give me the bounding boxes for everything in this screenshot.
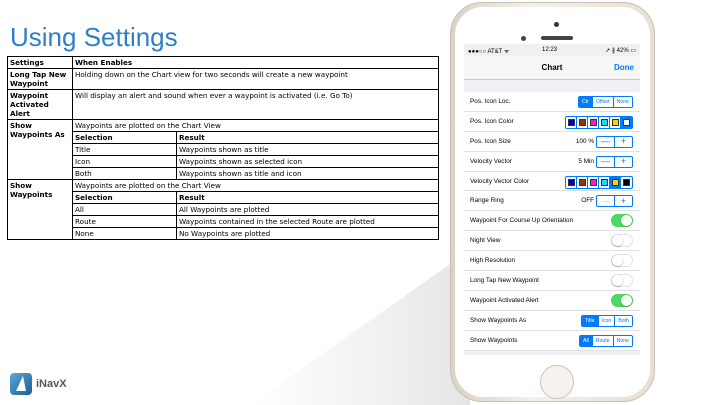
color-swatch[interactable] [588, 117, 599, 128]
long-tap-toggle[interactable] [611, 274, 633, 287]
velocity-vector-stepper[interactable] [596, 156, 633, 168]
plus-button[interactable]: + [620, 136, 627, 147]
segment-ctr[interactable]: Ctr [579, 97, 593, 107]
selection-cell: Title [73, 144, 177, 156]
pos-icon-color-row [464, 112, 640, 132]
plus-button[interactable]: + [620, 195, 627, 206]
color-chip [579, 179, 586, 186]
segment-none[interactable]: None [614, 336, 632, 346]
row-label: Range Ring [470, 197, 504, 205]
stepper-value: 5 Min [578, 157, 594, 165]
carrier-signal: ●●●○○ AT&T ᯤ [468, 49, 510, 55]
row-label: Night View [470, 237, 501, 245]
sub-header-selection: Selection [73, 132, 177, 144]
show-waypoints-segmented[interactable] [579, 335, 633, 347]
setting-description: Will display an alert and sound when ever a waypoint is activated (i.e. Go To) [73, 90, 439, 120]
waypoint-alert-row [464, 291, 640, 311]
sub-header-row [8, 132, 439, 144]
setting-name: Long Tap New Waypoint [8, 69, 73, 90]
range-ring-stepper[interactable] [596, 195, 633, 207]
pos-icon-loc-segmented[interactable] [578, 96, 633, 108]
minus-button[interactable]: — [597, 137, 615, 147]
result-cell: All Waypoints are plotted [177, 204, 439, 216]
stepper-value: 100 % [575, 137, 594, 145]
sub-row [8, 228, 439, 240]
selection-cell: Icon [73, 156, 177, 168]
result-cell: Waypoints shown as title and icon [177, 168, 439, 180]
course-up-row [464, 211, 640, 231]
nav-bar [464, 56, 640, 80]
row-label: Long Tap New Waypoint [470, 277, 539, 285]
stepper-value: OFF [581, 197, 594, 205]
color-swatch[interactable] [577, 117, 588, 128]
sub-header-row [8, 192, 439, 204]
row-label: Pos. Icon Color [470, 117, 514, 125]
table-row [8, 90, 439, 120]
row-label: Show Waypoints [470, 336, 518, 344]
setting-name: Show Waypoints [8, 180, 73, 240]
row-label: Pos. Icon Size [470, 137, 511, 145]
sub-row [8, 168, 439, 180]
color-chip [601, 119, 608, 126]
night-view-toggle[interactable] [611, 234, 633, 247]
plus-button[interactable]: + [620, 156, 627, 167]
color-chip [568, 119, 575, 126]
setting-description: Waypoints are plotted on the Chart View [73, 180, 439, 192]
velocity-vector-color-row [464, 172, 640, 192]
selection-cell: None [73, 228, 177, 240]
sub-row [8, 204, 439, 216]
color-swatch[interactable] [621, 117, 632, 128]
color-chip [623, 179, 630, 186]
night-view-row [464, 231, 640, 251]
color-chip [601, 179, 608, 186]
sub-row [8, 144, 439, 156]
row-label: Pos. Icon Loc. [470, 98, 511, 105]
color-swatch[interactable] [610, 117, 621, 128]
sub-header-selection: Selection [73, 192, 177, 204]
high-resolution-row [464, 251, 640, 271]
logo-text: iNavX [36, 378, 67, 390]
course-up-toggle[interactable] [611, 214, 633, 227]
header-settings: Settings [8, 57, 73, 69]
color-swatch[interactable] [610, 177, 621, 188]
result-cell: No Waypoints are plotted [177, 228, 439, 240]
color-swatch[interactable] [588, 177, 599, 188]
table-header-row [8, 57, 439, 69]
speaker-grille [541, 36, 573, 40]
status-time: 12:23 [542, 47, 558, 53]
done-button[interactable]: Done [614, 63, 634, 72]
show-waypoints-as-row [464, 311, 640, 331]
setting-description: Holding down on the Chart view for two seconds will create a new waypoint [73, 69, 439, 90]
row-label: Waypoint For Course Up Orientation [470, 217, 574, 225]
segment-title[interactable]: Title [582, 316, 599, 326]
home-button[interactable] [540, 365, 574, 399]
segment-both[interactable]: Both [615, 316, 632, 326]
segment-route[interactable]: Route [593, 336, 614, 346]
result-cell: Waypoints shown as selected icon [177, 156, 439, 168]
inavx-logo [10, 373, 67, 395]
color-chip [590, 179, 597, 186]
color-swatch[interactable] [599, 117, 610, 128]
color-swatch[interactable] [566, 177, 577, 188]
segment-offset[interactable]: Offset [593, 97, 614, 107]
range-ring-row [464, 191, 640, 211]
pos-icon-size-stepper[interactable] [596, 136, 633, 148]
sub-row [8, 216, 439, 228]
table-row [8, 180, 439, 192]
nav-title: Chart [541, 63, 563, 72]
segment-all[interactable]: All [580, 336, 593, 346]
selection-cell: Route [73, 216, 177, 228]
show-waypoints-row [464, 331, 640, 351]
color-chip [612, 119, 619, 126]
long-tap-row [464, 271, 640, 291]
pos-icon-size-row [464, 132, 640, 152]
slide-title: Using Settings [10, 22, 178, 52]
settings-table [7, 56, 439, 240]
row-label: High Resolution [470, 257, 516, 265]
sub-header-result: Result [177, 192, 439, 204]
high-resolution-toggle[interactable] [611, 254, 633, 267]
minus-button[interactable]: — [597, 157, 615, 167]
battery-status: ➚ ∦ 42% ▭ [605, 48, 636, 54]
color-swatch[interactable] [577, 177, 588, 188]
pos-icon-color-picker[interactable] [565, 116, 633, 129]
color-swatch[interactable] [566, 117, 577, 128]
color-chip [612, 179, 619, 186]
row-label: Velocity Vector [470, 157, 512, 165]
status-bar [464, 44, 640, 56]
color-chip [590, 119, 597, 126]
minus-button[interactable]: — [597, 196, 615, 206]
velocity-vector-row [464, 152, 640, 172]
row-label: Show Waypoints As [470, 316, 527, 324]
color-swatch[interactable] [621, 177, 632, 188]
color-chip [579, 119, 586, 126]
result-cell: Waypoints contained in the selected Route are plotted [177, 216, 439, 228]
table-row [8, 69, 439, 90]
segment-icon[interactable]: Icon [599, 316, 616, 326]
show-waypoints-as-segmented[interactable] [581, 315, 633, 327]
waypoint-alert-toggle[interactable] [611, 294, 633, 307]
color-chip [623, 119, 630, 126]
result-cell: Waypoints shown as title [177, 144, 439, 156]
sailboat-icon [10, 373, 32, 395]
table-row [8, 120, 439, 132]
selection-cell: Both [73, 168, 177, 180]
settings-list [464, 92, 640, 351]
pos-icon-loc-row [464, 92, 640, 112]
color-chip [568, 179, 575, 186]
segment-none[interactable]: None [614, 97, 632, 107]
color-swatch[interactable] [599, 177, 610, 188]
setting-name: Show Waypoints As [8, 120, 73, 180]
sensor-icon [521, 36, 526, 41]
velocity-vector-color-picker[interactable] [565, 176, 633, 189]
setting-description: Waypoints are plotted on the Chart View [73, 120, 439, 132]
selection-cell: All [73, 204, 177, 216]
setting-name: Waypoint Activated Alert [8, 90, 73, 120]
row-label: Velocity Vector Color [470, 177, 529, 185]
header-when-enables: When Enables [73, 57, 439, 69]
phone-screen [464, 44, 640, 355]
sub-row [8, 156, 439, 168]
row-label: Waypoint Activated Alert [470, 296, 539, 304]
sub-header-result: Result [177, 132, 439, 144]
camera-icon [554, 22, 559, 27]
